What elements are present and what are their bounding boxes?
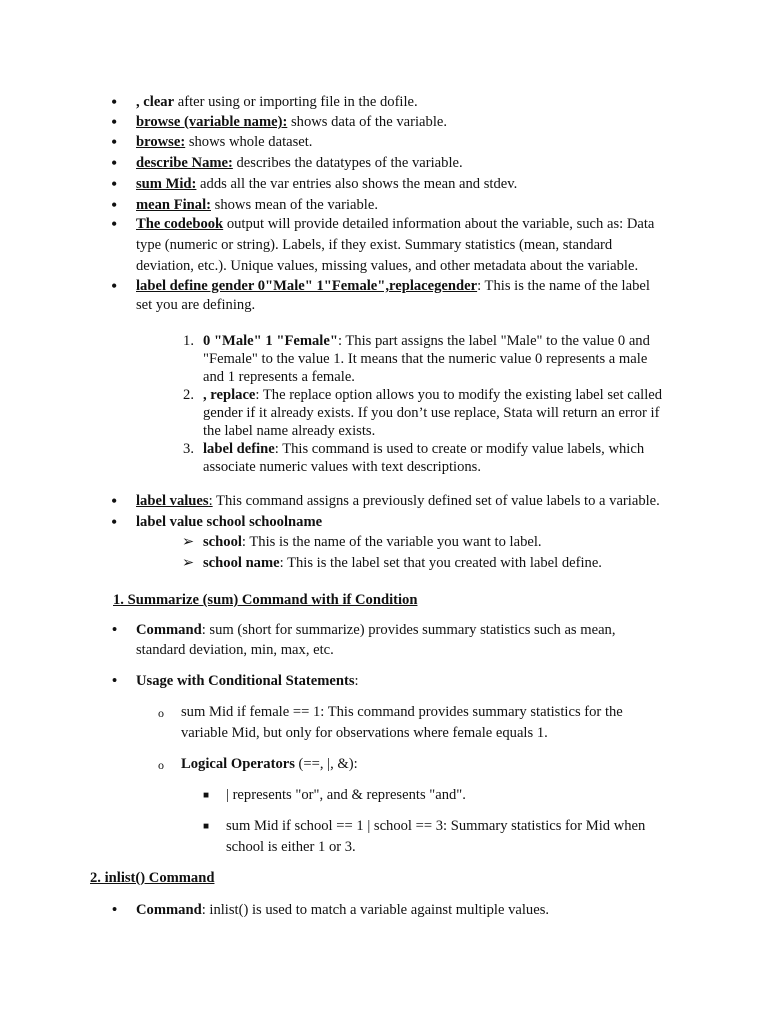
item-term: label define xyxy=(203,441,275,457)
item-line: standard deviation, min, max, etc. xyxy=(136,642,334,658)
item-description: : The replace option allows you to modify the existing label set called xyxy=(255,387,663,403)
numbered-item xyxy=(203,440,644,458)
item-term: Usage with Conditional Statements xyxy=(136,673,355,689)
sub-sub-item: | represents "or", and & represents "and". xyxy=(226,787,466,803)
command-description: shows data of the variable. xyxy=(287,114,447,130)
item-description: : This is the label set that you created with label define. xyxy=(279,555,602,571)
bullet-icon: • xyxy=(111,112,118,132)
item-line: school is either 1 or 3. xyxy=(226,839,356,855)
sub-item-logical-operators xyxy=(181,754,358,774)
bullet-icon: • xyxy=(111,92,118,112)
item-line: the label name already exists. xyxy=(203,423,376,439)
list-item xyxy=(136,92,418,112)
item-description: : inlist() is used to match a variable against multiple values. xyxy=(201,902,550,918)
item-line: "Female" to the value 1. It means that the numeric value 0 represents a male xyxy=(203,351,648,367)
arrow-bullet-icon: ➢ xyxy=(182,534,195,550)
list-number: 3. xyxy=(183,441,194,457)
bullet-icon: • xyxy=(111,491,118,511)
item-term: 0 "Male" 1 "Female" xyxy=(203,333,338,349)
item-term: Command xyxy=(136,902,202,918)
bullet-icon: • xyxy=(111,276,118,296)
list-item-label-value-school: label value school schoolname xyxy=(136,514,323,530)
list-item xyxy=(136,153,463,173)
item-line: and 1 represents a female. xyxy=(203,369,355,385)
numbered-item xyxy=(203,386,662,404)
list-item-usage xyxy=(136,671,359,691)
command-term: The codebook xyxy=(136,216,224,232)
command-description: This command assigns a previously defined set of value labels to a variable. xyxy=(212,493,660,509)
bullet-icon: • xyxy=(111,132,118,152)
square-bullet-icon: ■ xyxy=(203,821,210,832)
bullet-icon: • xyxy=(111,512,118,532)
list-item-codebook xyxy=(136,214,654,234)
section-heading-inlist: 2. inlist() Command xyxy=(90,870,215,886)
item-description: : This is the name of the variable you want to label. xyxy=(241,534,542,550)
command-description: after using or importing file in the dofile. xyxy=(174,94,418,110)
label-define-line-2: set you are defining. xyxy=(136,297,256,313)
command-term: label values xyxy=(136,493,209,509)
item-description: : This command is used to create or modify value labels, which xyxy=(274,441,645,457)
list-item-command xyxy=(136,620,616,640)
command-description: shows mean of the variable. xyxy=(211,197,378,213)
command-term: mean Final: xyxy=(136,197,211,213)
command-description: shows whole dataset. xyxy=(185,134,313,150)
item-description: (==, |, &): xyxy=(294,756,358,772)
codebook-line-3: deviation, etc.). Unique values, missing values, and other metadata about the variable. xyxy=(136,258,639,274)
bullet-icon: • xyxy=(112,902,118,918)
square-bullet-icon: ■ xyxy=(203,790,210,801)
bullet-icon: • xyxy=(111,174,118,194)
command-description: describes the datatypes of the variable. xyxy=(232,155,463,171)
section-heading-summarize: 1. Summarize (sum) Command with if Condition xyxy=(113,592,418,608)
command-term: describe Name: xyxy=(136,155,233,171)
bullet-icon: • xyxy=(111,153,118,173)
term-colon: : xyxy=(208,493,213,509)
item-term: Logical Operators xyxy=(181,756,295,772)
arrow-bullet-icon: ➢ xyxy=(182,555,195,571)
bullet-icon: • xyxy=(111,214,118,234)
item-term: school name xyxy=(203,555,280,571)
command-term: sum Mid: xyxy=(136,176,197,192)
sub-sub-item: sum Mid if school == 1 | school == 3: Summary statistics for Mid when xyxy=(226,818,646,834)
bullet-icon: • xyxy=(111,195,118,215)
command-term: label define gender 0"Male" 1"Female",replacegender xyxy=(136,278,478,294)
command-term: browse: xyxy=(136,134,186,150)
circle-bullet-icon: o xyxy=(158,758,164,772)
item-term: , replace xyxy=(203,387,256,403)
list-number: 2. xyxy=(183,387,194,403)
list-item xyxy=(136,132,312,152)
item-term: school xyxy=(203,534,242,550)
sub-item: sum Mid if female == 1: This command provides summary statistics for the xyxy=(181,704,623,720)
list-item-inlist-command xyxy=(136,900,549,920)
command-description: : This is the name of the label xyxy=(477,278,650,294)
list-number: 1. xyxy=(183,333,194,349)
item-description: : This part assigns the label "Male" to the value 0 and xyxy=(337,333,650,349)
command-term: , clear xyxy=(136,94,175,110)
item-line: variable Mid, but only for observations where female equals 1. xyxy=(181,725,548,741)
command-description: output will provide detailed information about the variable, such as: Data xyxy=(223,216,655,232)
item-description: : sum (short for summarize) provides summary statistics such as mean, xyxy=(201,622,616,638)
list-item xyxy=(136,195,378,215)
list-item xyxy=(136,174,517,194)
command-term: browse (variable name): xyxy=(136,114,288,130)
arrow-item xyxy=(203,532,542,552)
term-colon: : xyxy=(354,673,359,689)
item-term: Command xyxy=(136,622,202,638)
circle-bullet-icon: o xyxy=(158,706,164,720)
arrow-item xyxy=(203,553,602,573)
command-description: adds all the var entries also shows the mean and stdev. xyxy=(196,176,518,192)
bullet-icon: • xyxy=(112,673,118,689)
list-item-label-values xyxy=(136,491,660,511)
codebook-line-2: type (numeric or string). Labels, if they exist. Summary statistics (mean, standard xyxy=(136,237,613,253)
list-item xyxy=(136,112,447,132)
bullet-icon: • xyxy=(112,622,118,638)
item-line: gender if it already exists. If you don’t use replace, Stata will return an error if xyxy=(203,405,660,421)
item-line: associate numeric values with text descriptions. xyxy=(203,459,482,475)
numbered-item xyxy=(203,332,650,350)
list-item-label-define xyxy=(136,276,650,296)
